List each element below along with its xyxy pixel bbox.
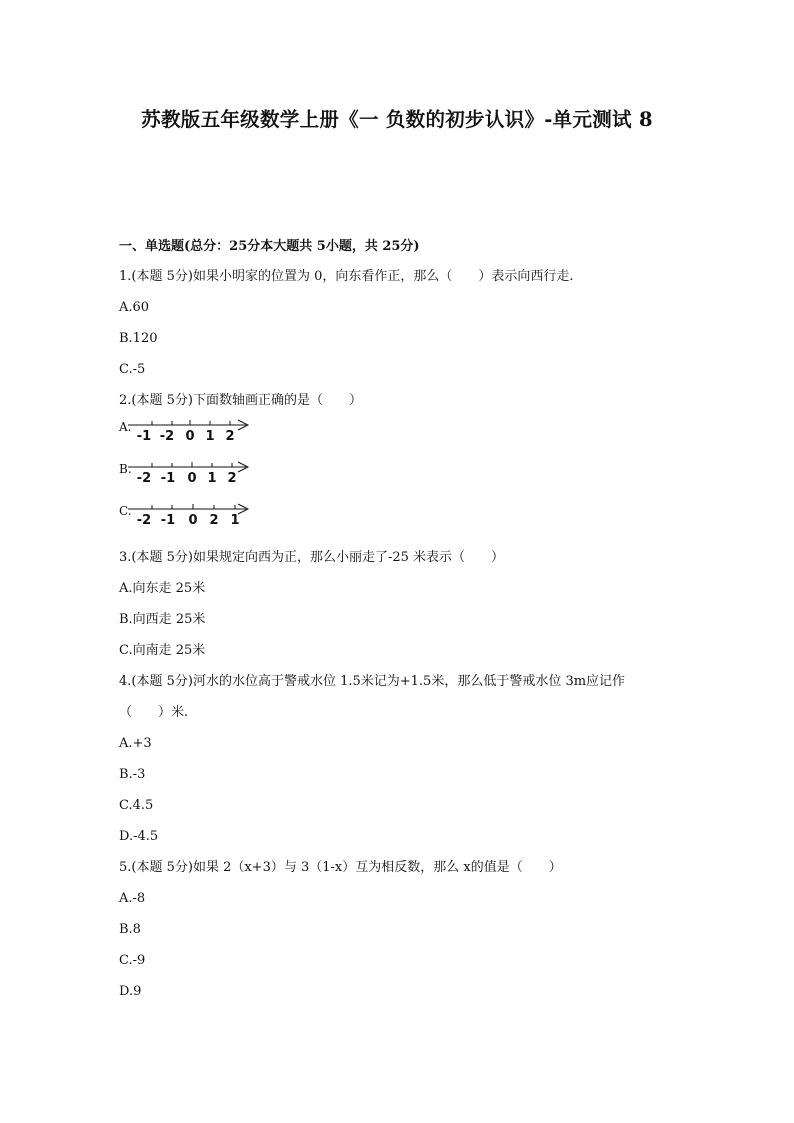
q5-option-d[interactable]: D.9	[119, 984, 142, 999]
tick-label: 1	[205, 429, 215, 444]
page-title: 苏教版五年级数学上册《一 负数的初步认识》-单元测试 8	[141, 108, 653, 131]
question-3-stem: 3.(本题 5分)如果规定向西为正，那么小丽走了-25 米表示（ ）	[119, 550, 505, 565]
question-list	[119, 234, 719, 1010]
q3-option-c[interactable]: C.向南走 25米	[119, 643, 206, 658]
option-letter: C.	[119, 504, 132, 518]
q4-option-d[interactable]: D.-4.5	[119, 829, 159, 844]
q4-option-c[interactable]: C.4.5	[119, 798, 154, 813]
q5-option-a[interactable]: A.-8	[119, 891, 146, 906]
tick-label: 0	[185, 429, 195, 444]
tick-label: -2	[159, 429, 175, 444]
number-line-a	[128, 419, 258, 453]
q1-option-b[interactable]: B.120	[119, 331, 158, 346]
q1-option-c[interactable]: C.-5	[119, 362, 146, 377]
option-letter: A.	[119, 420, 132, 434]
section-heading: 一、单选题(总分：25分本大题共 5小题，共 25分)	[119, 239, 420, 254]
tick-label: -1	[136, 429, 152, 444]
question-5-stem: 5.(本题 5分)如果 2（x+3）与 3（1-x）互为相反数，那么 x的值是（ ）	[119, 860, 562, 875]
q1-option-a[interactable]: A.60	[119, 300, 150, 315]
q4-option-a[interactable]: A.+3	[119, 736, 152, 751]
tick-label: -2	[136, 513, 152, 528]
tick-label: 1	[207, 471, 217, 486]
q2-option-b[interactable]	[119, 461, 719, 503]
number-line-c	[128, 503, 258, 537]
q5-option-c[interactable]: C.-9	[119, 953, 146, 968]
tick-label: -1	[160, 471, 176, 486]
question-4-stem: 4.(本题 5分)河水的水位高于警戒水位 1.5米记为+1.5米，那么低于警戒水位 3m应记作	[119, 674, 626, 689]
q5-option-b[interactable]: B.8	[119, 922, 141, 937]
tick-label: 0	[187, 471, 197, 486]
tick-label: 2	[225, 429, 235, 444]
tick-label: -2	[136, 471, 152, 486]
option-letter: B.	[119, 462, 132, 476]
q2-option-c[interactable]	[119, 503, 719, 545]
q3-option-b[interactable]: B.向西走 25米	[119, 612, 206, 627]
question-2-stem: 2.(本题 5分)下面数轴画正确的是（ ）	[119, 393, 362, 408]
question-4-stem-continued: （ ）米.	[119, 705, 189, 720]
q2-option-a[interactable]	[119, 419, 719, 461]
tick-label: 1	[230, 513, 240, 528]
tick-label: 0	[188, 513, 198, 528]
q4-option-b[interactable]: B.-3	[119, 767, 146, 782]
tick-label: 2	[209, 513, 219, 528]
tick-label: 2	[227, 471, 237, 486]
tick-label: -1	[160, 513, 176, 528]
question-1-stem: 1.(本题 5分)如果小明家的位置为 0，向东看作正，那么（ ）表示向西行走.	[119, 269, 574, 284]
q3-option-a[interactable]: A.向东走 25米	[119, 581, 206, 596]
number-line-b	[128, 461, 258, 495]
